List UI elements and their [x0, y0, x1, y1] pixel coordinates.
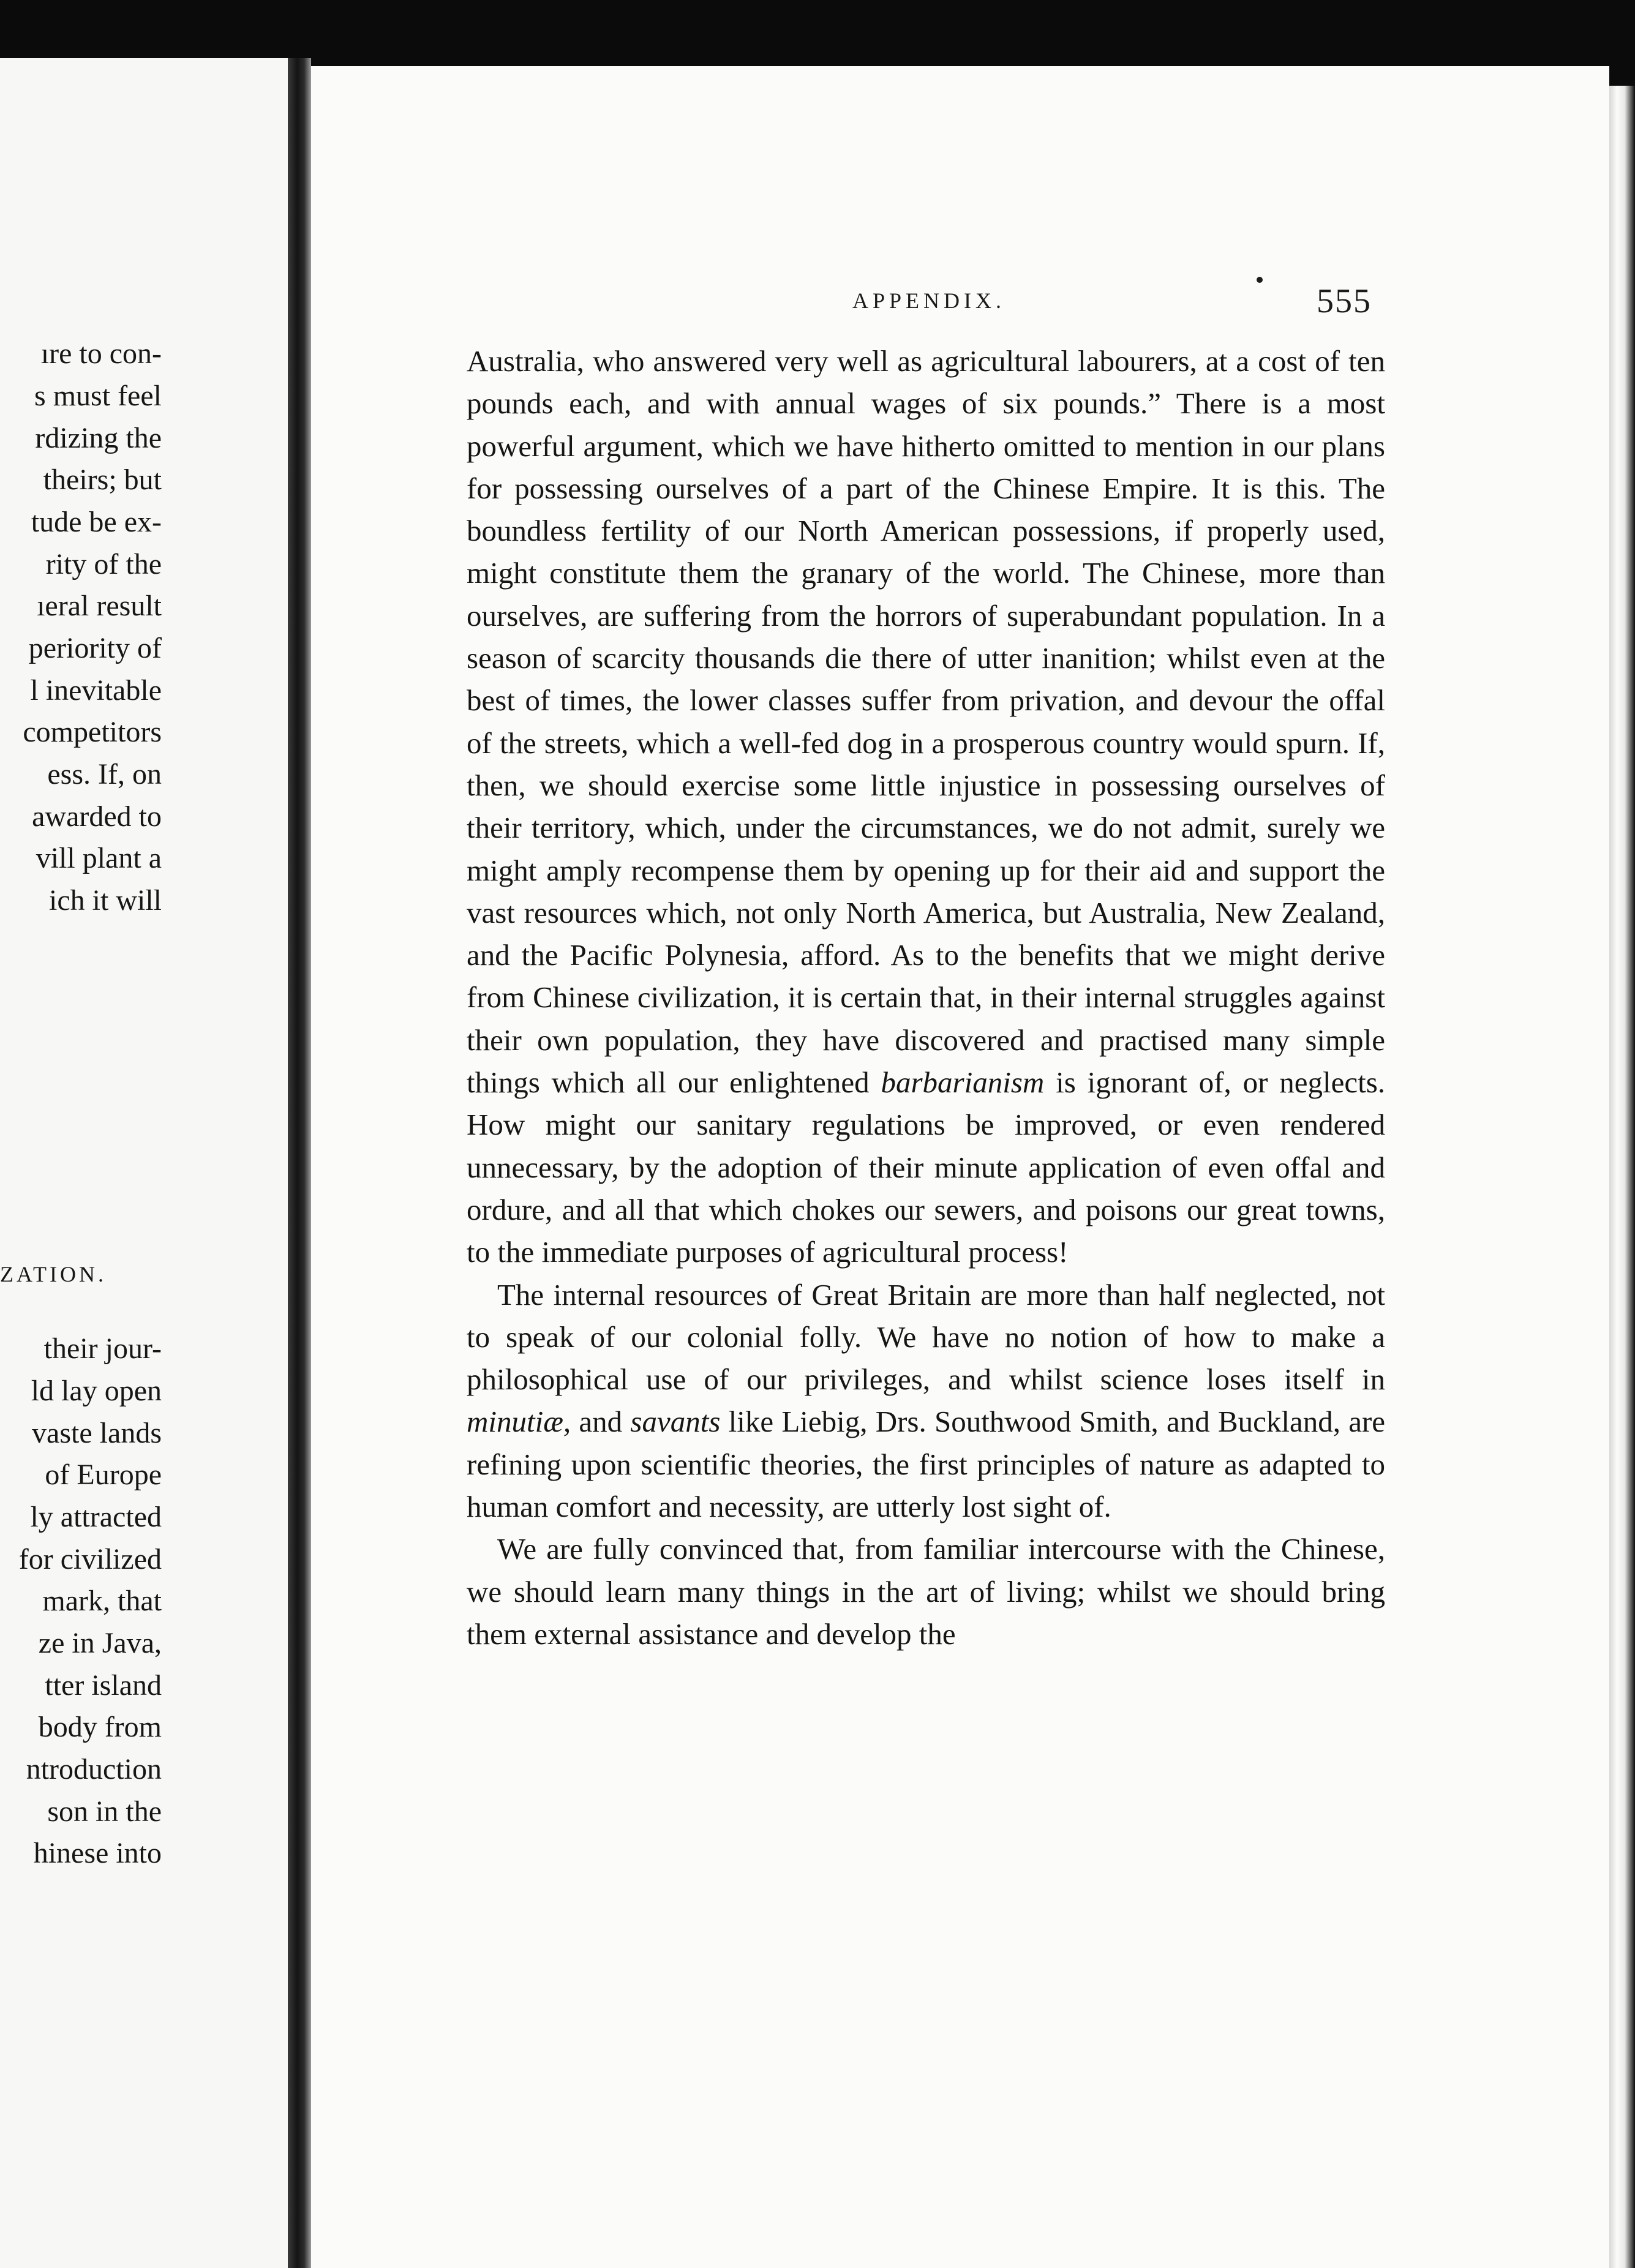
- left-line: periority of: [28, 632, 162, 664]
- left-line: rity of the: [45, 548, 162, 580]
- left-line: tter island: [45, 1669, 162, 1702]
- book-gutter: [288, 58, 311, 2268]
- left-line: ly attracted: [30, 1501, 162, 1533]
- left-line: ntroduction: [26, 1753, 162, 1785]
- left-line: theirs; but: [43, 464, 162, 496]
- left-section-heading: ZATION.: [0, 1262, 107, 1286]
- left-line: ess. If, on: [47, 758, 162, 790]
- paragraph: [467, 340, 1385, 1274]
- left-line: their jour-: [43, 1332, 162, 1365]
- left-line: s must feel: [34, 380, 162, 412]
- paragraph-text: The internal resources of Great Britain are more than half neglected, not to speak of our colonial folly. We have no notion of how to make a philosophical use of our privileges, and whilst science loses itself in: [467, 1277, 1385, 1397]
- left-line: vaste lands: [32, 1417, 162, 1449]
- paragraph-text: like Liebig, Drs. Southwood Smith, and Buckland, are refining upon scientific theories, the first principles of nature as adapted to human comfort and necessity, are utterly lost sight of.: [467, 1405, 1386, 1524]
- left-line: ich it will: [49, 884, 162, 917]
- left-line: tude be ex-: [31, 506, 162, 538]
- left-line: of Europe: [45, 1459, 162, 1491]
- left-line: vill plant a: [36, 842, 162, 874]
- left-line: son in the: [47, 1795, 162, 1828]
- left-line: mark, that: [42, 1585, 162, 1617]
- paragraph: [467, 1528, 1385, 1655]
- left-line: rdizing the: [35, 422, 162, 454]
- italic-term: minutiæ,: [467, 1405, 571, 1439]
- paragraph-text: Australia, who answered very well as agricultural labourers, at a cost of ten pounds each, and with annual wages of six pounds.” There is a most powerful argument, which we have hitherto omitted to mention in our plans for possessing ourselves of a part of the Chinese Empire. It is this. The boundless fertility of our North American possessions, if properly used, might constitute them the granary of the world. The Chinese, more than ourselves, are suffering from the horrors of superabundant population. In a season of scarcity thousands die there of utter inanition; whilst even at the best of times, the lower classes suffer from privation, and devour the offal of the streets, which a well-fed dog in a prosperous country would spurn. If, then, we should exercise some little injustice in possessing ourselves of their territory, which, under the circumstances, we do not admit, surely we might amply recompense them by opening up for their aid and support the vast resources which, not only North America, but Australia, New Zealand, and the Pacific Polynesia, afford. As to the benefits that we might derive from Chinese civilization, it is certain that, in their internal struggles against their own population, they have discovered and practised many simple things which all our enlightened: [467, 344, 1385, 1100]
- paragraph-text: is ignorant of, or neglects. How might our sanitary regulations be improved, or even rendered unnecessary, by the adoption of their minute application of even offal and ordure, and all that which chokes our sewers, and poisons our great towns, to the immediate purposes of agricultural process!: [467, 1065, 1386, 1269]
- page-edge: [1609, 86, 1635, 2268]
- running-head: APPENDIX.: [852, 288, 1006, 313]
- paragraph-text: and: [579, 1405, 623, 1439]
- left-line: competitors: [23, 716, 162, 748]
- left-line: ze in Java,: [38, 1627, 162, 1659]
- paragraph-text: We are fully convinced that, from familiar intercourse with the Chinese, we should learn many things in the art of living; whilst we should bring them external assistance and develop the: [467, 1532, 1385, 1651]
- left-line: ld lay open: [31, 1375, 162, 1407]
- italic-term: savants: [630, 1405, 721, 1439]
- left-line: ıre to con-: [40, 337, 162, 370]
- left-line: body from: [38, 1711, 162, 1743]
- page-number: 555: [1317, 282, 1372, 320]
- left-line: ıeral result: [37, 590, 162, 622]
- page-body: [467, 340, 1385, 1655]
- left-line: for civilized: [18, 1543, 162, 1575]
- left-line: hinese into: [33, 1837, 162, 1869]
- left-line: l inevitable: [30, 674, 162, 707]
- ink-dot: [1257, 277, 1263, 283]
- italic-term: barbarianism: [881, 1065, 1045, 1100]
- left-line: awarded to: [32, 800, 162, 833]
- paragraph: [467, 1274, 1385, 1528]
